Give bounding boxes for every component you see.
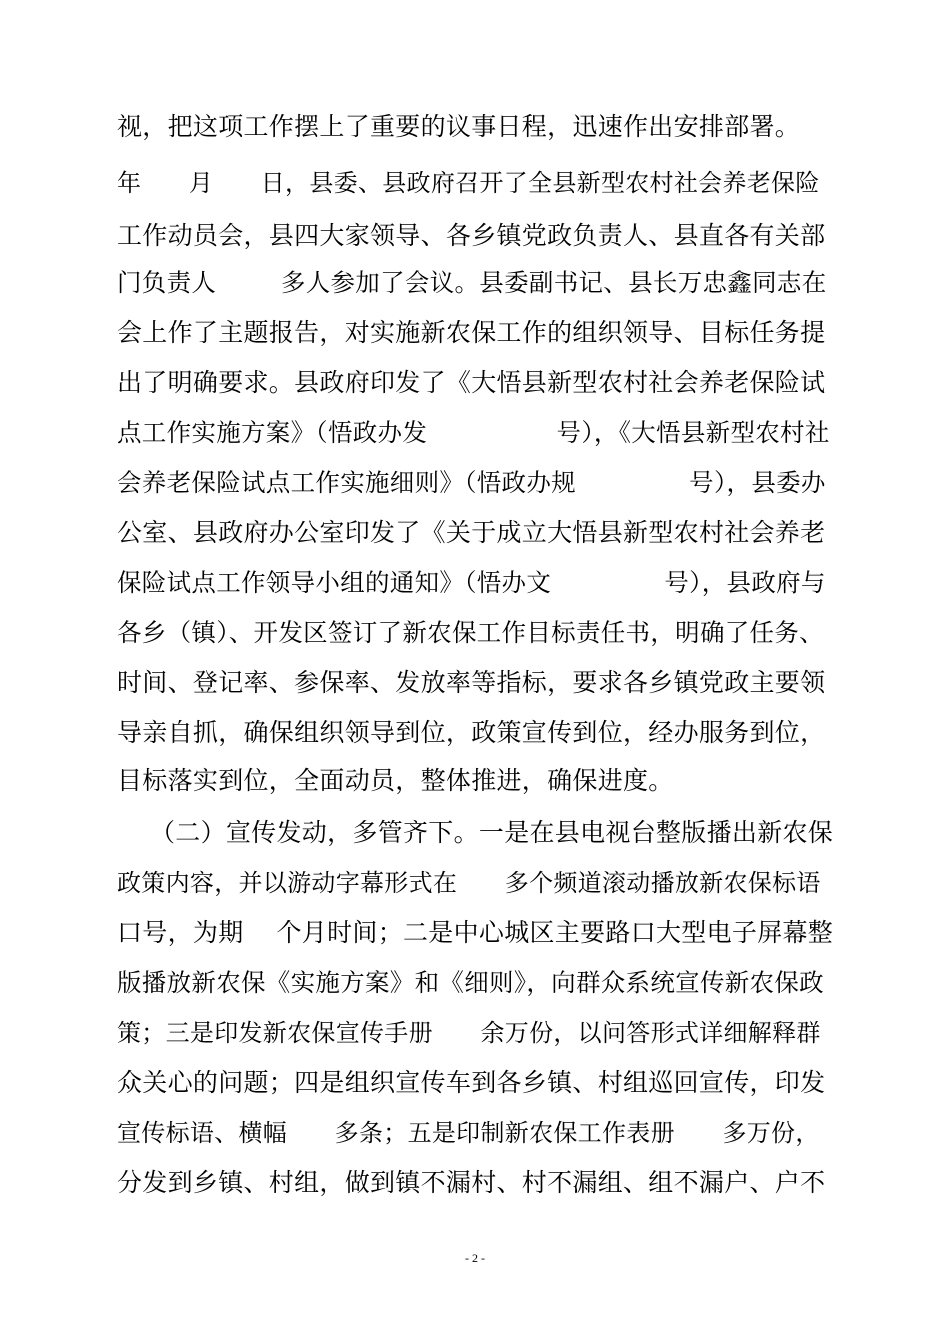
text-line: 保险试点工作领导小组的通知》（悟办文 号），县政府与 [117, 568, 826, 597]
text-line: 点工作实施方案》（悟政办发 号），《大悟县新型农村社 [117, 418, 830, 447]
text-line: 会养老保险试点工作实施细则》（悟政办规 号），县委办 [117, 468, 826, 497]
text-line: 策；三是印发新农保宣传手册 余万份，以问答形式详细解释群 [117, 1019, 821, 1047]
text-line: 众关心的问题；四是组织宣传车到各乡镇、村组巡回宣传，印发 [117, 1068, 826, 1097]
text-line: 出了明确要求。县政府印发了《大悟县新型农村社会养老保险试 [117, 368, 826, 397]
text-line: 公室、县政府办公室印发了《关于成立大悟县新型农村社会养老 [117, 518, 826, 547]
text-line: 会上作了主题报告，对实施新农保工作的组织领导、目标任务提 [117, 318, 826, 347]
text-line: 时间、登记率、参保率、发放率等指标，要求各乡镇党政主要领 [117, 668, 826, 697]
text-line: 门负责人 多人参加了会议。县委副书记、县长万忠鑫同志在 [117, 268, 827, 297]
page-number: - 2 - [465, 1251, 485, 1265]
text-line: 视，把这项工作摆上了重要的议事日程，迅速作出安排部署。 [117, 112, 801, 141]
text-line: 各乡（镇）、开发区签订了新农保工作目标责任书，明确了任务、 [117, 618, 824, 647]
text-line: 目标落实到位，全面动员，整体推进，确保进度。 [117, 766, 674, 795]
text-line: （二）宣传发动，多管齐下。一是在县电视台整版播出新农保 [117, 818, 834, 847]
text-line: 政策内容，并以游动字幕形式在 多个频道滚动播放新农保标语 [117, 869, 821, 897]
text-line: 口号，为期 个月时间；二是中心城区主要路口大型电子屏幕整 [117, 918, 834, 947]
text-line: 版播放新农保《实施方案》和《细则》，向群众系统宣传新农保政 [117, 968, 824, 997]
text-line: 分发到乡镇、村组，做到镇不漏村、村不漏组、组不漏户、户不 [117, 1168, 826, 1197]
text-line: 宣传标语、横幅 多条；五是印制新农保工作表册 多万份， [117, 1119, 820, 1147]
text-line: 工作动员会，县四大家领导、各乡镇党政负责人、县直各有关部 [117, 221, 826, 250]
text-line: 导亲自抓，确保组织领导到位，政策宣传到位，经办服务到位， [117, 718, 826, 747]
text-line: 年 月 日，县委、县政府召开了全县新型农村社会养老保险 [117, 169, 820, 197]
